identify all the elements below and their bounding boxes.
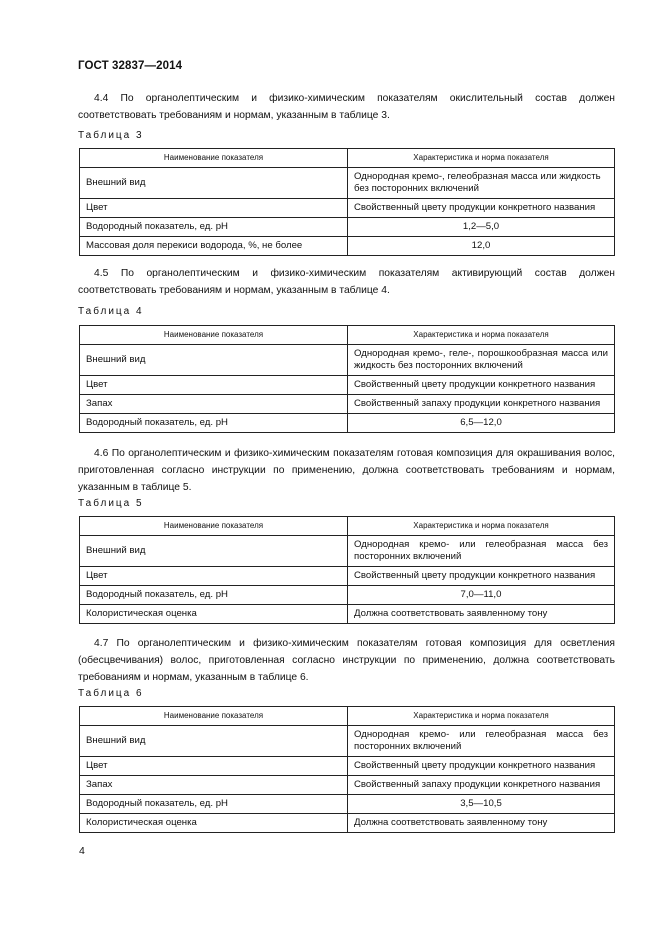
row-value: 1,2—5,0 bbox=[348, 218, 615, 237]
row-name: Водородный показатель, ед. pH bbox=[80, 218, 348, 237]
table-4-caption: Таблица 4 bbox=[78, 306, 144, 317]
table-row bbox=[80, 814, 615, 833]
column-header-name: Наименование показателя bbox=[80, 326, 348, 345]
table-row bbox=[80, 414, 615, 433]
table-row bbox=[80, 726, 615, 757]
table-row bbox=[80, 345, 615, 376]
column-header-value: Характеристика и норма показателя bbox=[348, 326, 615, 345]
row-value: Однородная кремо- или гелеобразная масса без посторонних включений bbox=[348, 536, 615, 567]
row-name: Колористическая оценка bbox=[80, 605, 348, 624]
paragraph-text: 4.7 По органолептическим и физико-химическим показателям готовая композиция для осветления (обесцвечивания) волос, приготовленная согласно инструкции по применению, должна соответствовать требованиям и нормам, указанным в таблице 6. bbox=[78, 638, 615, 683]
document-header: ГОСТ 32837—2014 bbox=[78, 60, 183, 72]
row-name: Водородный показатель, ед. pH bbox=[80, 414, 348, 433]
table-5-caption: Таблица 5 bbox=[78, 498, 144, 509]
row-value: 3,5—10,5 bbox=[348, 795, 615, 814]
paragraph-4-6 bbox=[78, 445, 615, 496]
row-value: Однородная кремо-, геле-, порошкообразная масса или жидкость без посторонних включений bbox=[348, 345, 615, 376]
table-row bbox=[80, 567, 615, 586]
page-number: 4 bbox=[79, 845, 85, 857]
row-value: Свойственный запаху продукции конкретного названия bbox=[348, 395, 615, 414]
row-name: Запах bbox=[80, 395, 348, 414]
column-header-name: Наименование показателя bbox=[80, 149, 348, 168]
table-6 bbox=[79, 706, 615, 833]
row-name: Водородный показатель, ед. pH bbox=[80, 586, 348, 605]
table-row bbox=[80, 776, 615, 795]
table-row bbox=[80, 586, 615, 605]
column-header-name: Наименование показателя bbox=[80, 707, 348, 726]
row-value: 7,0—11,0 bbox=[348, 586, 615, 605]
paragraph-text: 4.5 По органолептическим и физико-химическим показателям активирующий состав должен соответствовать требованиям и нормам, указанным в таблице 4. bbox=[78, 268, 615, 296]
row-name: Внешний вид bbox=[80, 536, 348, 567]
table-row bbox=[80, 199, 615, 218]
paragraph-text: 4.4 По органолептическим и физико-химическим показателям окислительный состав должен соответствовать требованиям и нормам, указанным в таблице 3. bbox=[78, 93, 615, 121]
table-header-row bbox=[80, 326, 615, 345]
paragraph-4-5 bbox=[78, 265, 615, 299]
row-name: Колористическая оценка bbox=[80, 814, 348, 833]
column-header-name: Наименование показателя bbox=[80, 517, 348, 536]
table-row bbox=[80, 536, 615, 567]
table-row bbox=[80, 218, 615, 237]
row-value: Однородная кремо-, гелеобразная масса или жидкость без посторонних включений bbox=[348, 168, 615, 199]
row-name: Цвет bbox=[80, 376, 348, 395]
row-value: Однородная кремо- или гелеобразная масса без посторонних включений bbox=[348, 726, 615, 757]
table-header-row bbox=[80, 517, 615, 536]
row-name: Массовая доля перекиси водорода, %, не более bbox=[80, 237, 348, 256]
row-name: Цвет bbox=[80, 757, 348, 776]
table-5 bbox=[79, 516, 615, 624]
table-row bbox=[80, 605, 615, 624]
row-name: Внешний вид bbox=[80, 345, 348, 376]
column-header-value: Характеристика и норма показателя bbox=[348, 517, 615, 536]
column-header-value: Характеристика и норма показателя bbox=[348, 707, 615, 726]
row-name: Цвет bbox=[80, 567, 348, 586]
row-value: Должна соответствовать заявленному тону bbox=[348, 814, 615, 833]
table-row bbox=[80, 376, 615, 395]
row-value: Свойственный цвету продукции конкретного названия bbox=[348, 199, 615, 218]
table-6-caption: Таблица 6 bbox=[78, 688, 144, 699]
table-row bbox=[80, 795, 615, 814]
row-value: Свойственный цвету продукции конкретного названия bbox=[348, 567, 615, 586]
row-value: Свойственный цвету продукции конкретного названия bbox=[348, 376, 615, 395]
row-name: Внешний вид bbox=[80, 726, 348, 757]
table-header-row bbox=[80, 707, 615, 726]
table-4 bbox=[79, 325, 615, 433]
paragraph-text: 4.6 По органолептическим и физико-химическим показателям готовая композиция для окрашивания волос, приготовленная согласно инструкции по применению, должна соответствовать требованиям и нормам, указанным в таблице 5. bbox=[78, 448, 615, 493]
row-name: Цвет bbox=[80, 199, 348, 218]
table-row bbox=[80, 757, 615, 776]
row-value: Свойственный цвету продукции конкретного названия bbox=[348, 757, 615, 776]
table-3 bbox=[79, 148, 615, 256]
table-row bbox=[80, 237, 615, 256]
row-value: Должна соответствовать заявленному тону bbox=[348, 605, 615, 624]
column-header-value: Характеристика и норма показателя bbox=[348, 149, 615, 168]
table-header-row bbox=[80, 149, 615, 168]
paragraph-4-4 bbox=[78, 90, 615, 124]
row-name: Водородный показатель, ед. pH bbox=[80, 795, 348, 814]
table-row bbox=[80, 168, 615, 199]
paragraph-4-7 bbox=[78, 635, 615, 686]
row-value: 6,5—12,0 bbox=[348, 414, 615, 433]
row-name: Внешний вид bbox=[80, 168, 348, 199]
table-row bbox=[80, 395, 615, 414]
row-name: Запах bbox=[80, 776, 348, 795]
row-value: 12,0 bbox=[348, 237, 615, 256]
table-3-caption: Таблица 3 bbox=[78, 130, 144, 141]
row-value: Свойственный запаху продукции конкретного названия bbox=[348, 776, 615, 795]
